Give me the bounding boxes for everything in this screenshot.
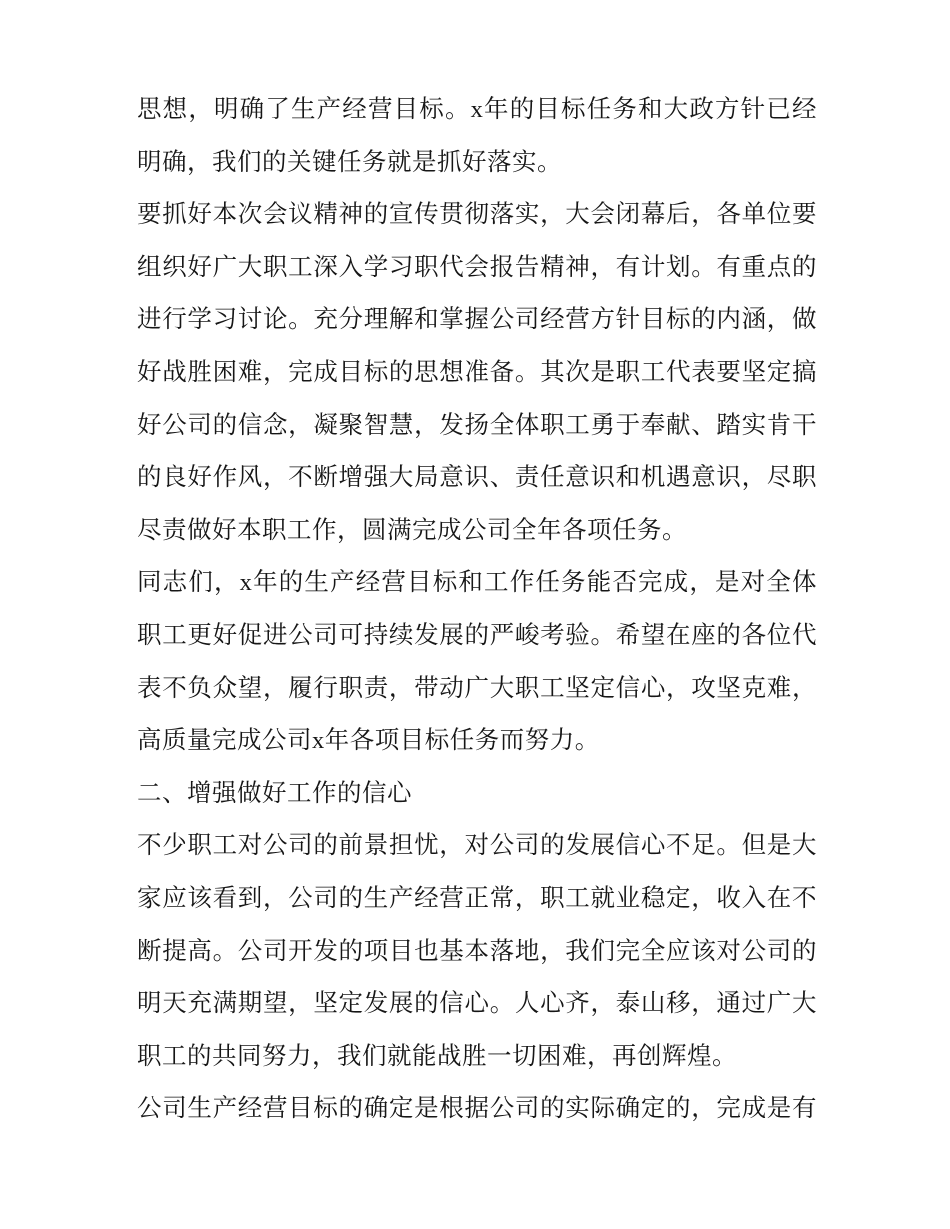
text-line: 职工的共同努力，我们就能战胜一切困难，再创辉煌。 (137, 1042, 737, 1070)
text-line: 家应该看到，公司的生产经营正常，职工就业稳定，收入在不 (137, 884, 817, 912)
text-line: 明天充满期望，坚定发展的信心。人心齐，泰山移，通过广大 (137, 990, 817, 1018)
text-line: 表不负众望，履行职责，带动广大职工坚定信心，攻坚克难， (137, 674, 817, 702)
text-line: 不少职工对公司的前景担忧，对公司的发展信心不足。但是大 (137, 832, 817, 860)
text-line: 断提高。公司开发的项目也基本落地，我们完全应该对公司的 (137, 937, 817, 965)
section-heading: 二、增强做好工作的信心 (137, 779, 412, 807)
text-line: 好公司的信念，凝聚智慧，发扬全体职工勇于奉献、踏实肯干 (137, 411, 817, 439)
text-line: 公司生产经营目标的确定是根据公司的实际确定的，完成是有 (137, 1095, 817, 1123)
text-line: 思想，明确了生产经营目标。x年的目标任务和大政方针已经 (137, 96, 817, 123)
text-line: 尽责做好本职工作，圆满完成公司全年各项任务。 (137, 516, 687, 544)
text-line: 要抓好本次会议精神的宣传贯彻落实，大会闭幕后，各单位要 (137, 201, 817, 229)
text-line: 明确，我们的关键任务就是抓好落实。 (137, 148, 562, 176)
text-line: 同志们，x年的生产经营目标和工作任务能否完成，是对全体 (137, 569, 817, 597)
text-line: 进行学习讨论。充分理解和掌握公司经营方针目标的内涵，做 (137, 306, 817, 334)
document-text-block (137, 84, 817, 1136)
text-line: 职工更好促进公司可持续发展的严峻考验。希望在座的各位代 (137, 621, 817, 649)
text-line: 高质量完成公司x年各项目标任务而努力。 (137, 727, 600, 755)
text-line: 组织好广大职工深入学习职代会报告精神，有计划。有重点的 (137, 253, 817, 281)
text-line: 的良好作风，不断增强大局意识、责任意识和机遇意识，尽职 (137, 464, 817, 492)
text-line: 好战胜困难，完成目标的思想准备。其次是职工代表要坚定搞 (137, 358, 817, 386)
